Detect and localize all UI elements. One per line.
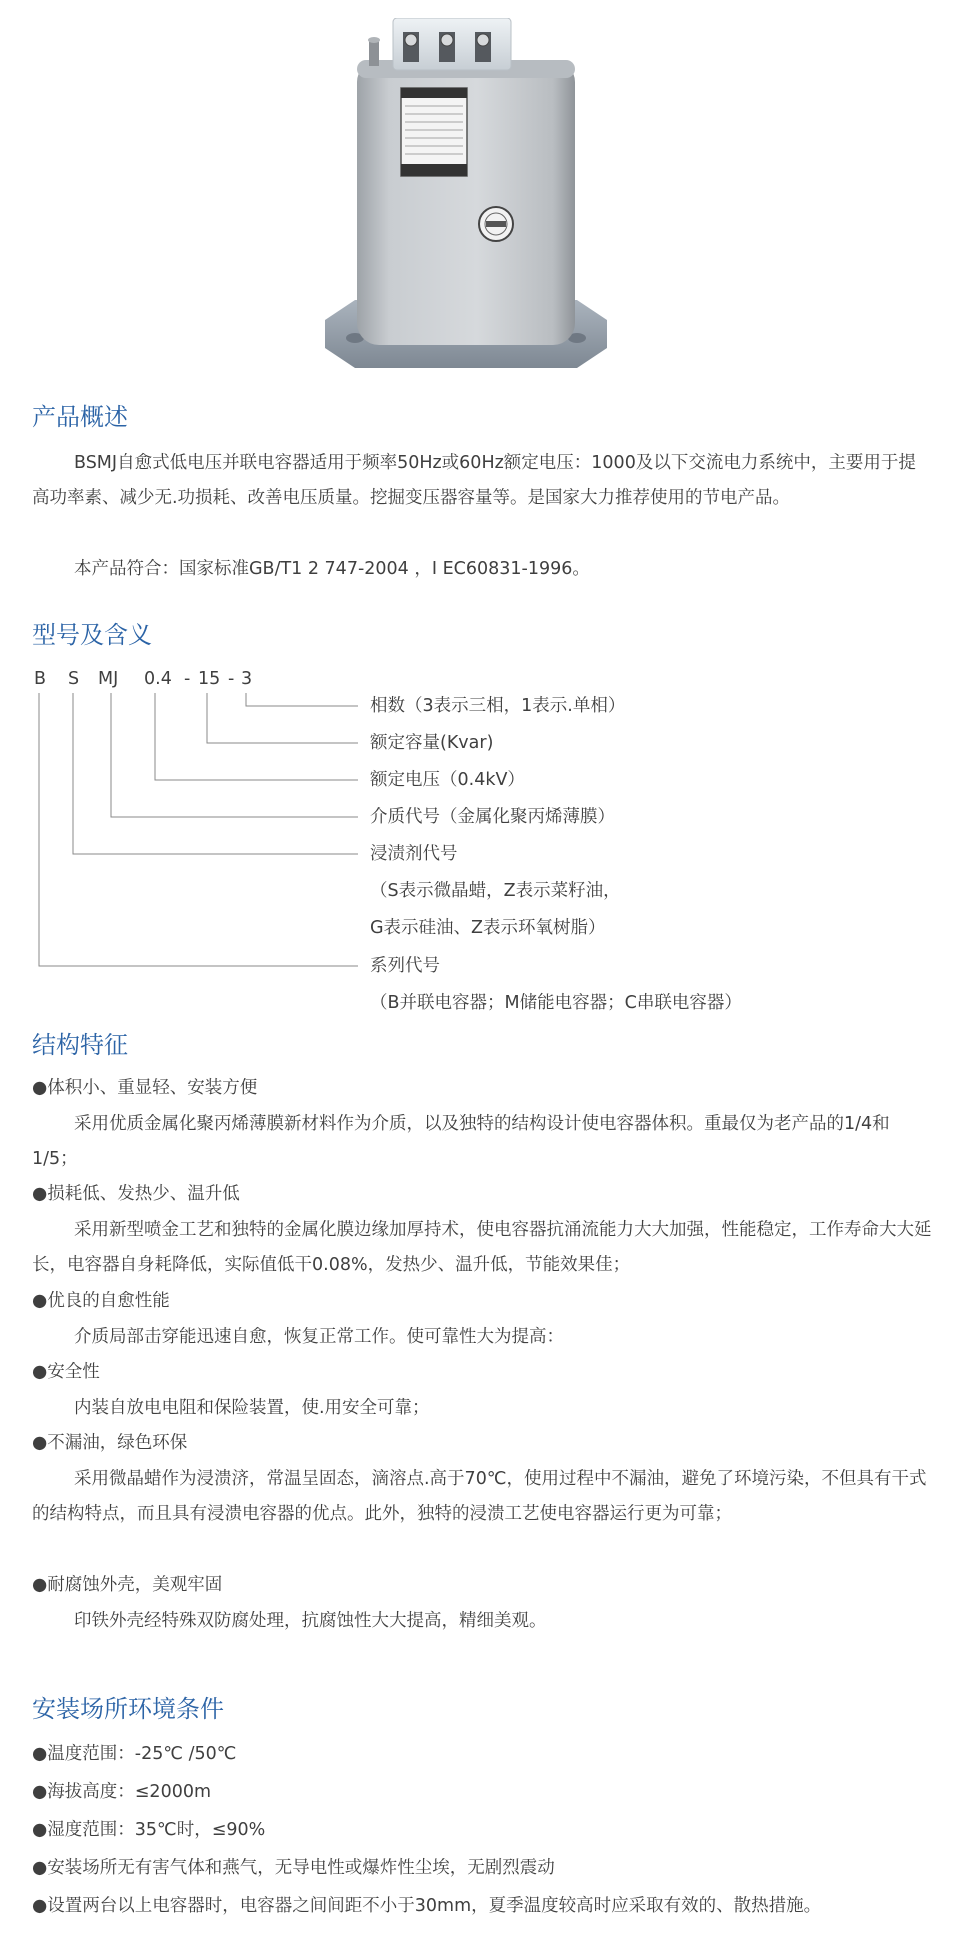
env-humidity: ●湿度范围：35℃时，≤90% [32, 1820, 266, 1840]
env-altitude: ●海拔高度：≤2000m [32, 1782, 212, 1802]
feature-4-heading: ●安全性 [32, 1362, 100, 1382]
feature-1-heading: ●体积小、重显轻、安装方便 [32, 1078, 258, 1098]
code-dash-2: - [228, 669, 235, 689]
code-phase: 3 [241, 669, 253, 689]
environment-title: 安装场所环境条件 [32, 1695, 224, 1723]
feature-3-heading: ●优良的自愈性能 [32, 1291, 170, 1311]
meaning-impregnant: 浸渍剂代号 [370, 844, 458, 864]
feature-6-heading: ●耐腐蚀外壳，美观牢固 [32, 1575, 223, 1595]
feature-3-text: 介质局部击穿能迅速自愈，恢复正常工作。使可靠性大为提高： [74, 1327, 564, 1347]
env-temperature: ●温度范围：-25℃ /50℃ [32, 1744, 237, 1764]
meaning-voltage: 额定电压（0.4kV） [370, 770, 525, 790]
feature-4-text: 内装自放电电阻和保险装置，使.用安全可靠； [74, 1398, 430, 1418]
capacitor-product-image [315, 18, 615, 388]
code-capacity: 15 [198, 669, 221, 689]
meaning-impregnant-detail-2: G表示硅油、Z表示环氧树脂） [370, 918, 606, 938]
overview-paragraph-1: BSMJ自愈式低电压并联电容器适用于频率50Hz或60Hz额定电压：1000及以下交流电力系统中，主要用于提高功率素、减少无.功损耗、改善电压质量。挖掘变压器容量等。是国家大力推荐使用的节电产品。 [32, 453, 916, 508]
feature-5-text: 采用微晶蜡作为浸溃济，常温呈固态，滴溶点.高于70℃，使用过程中不漏油，避免了环境污染，不但具有干式的结构特点，而且具有浸溃电容器的优点。此外，独特的浸溃工艺使电容器运行更为可靠； [32, 1469, 927, 1524]
env-no-hazard: ●安装场所无有害气体和燕气，无导电性或爆炸性尘埃，无剧烈震动 [32, 1858, 555, 1878]
code-dash-1: - [184, 669, 191, 689]
feature-2-heading: ●损耗低、发热少、温升低 [32, 1184, 240, 1204]
meaning-phase: 相数（3表示三相，1表示.单相） [370, 696, 626, 716]
feature-6-text: 印铁外壳经特殊双防腐处理，抗腐蚀性大大提高，精细美观。 [74, 1611, 547, 1631]
overview-title: 产品概述 [32, 403, 128, 431]
code-impregnant-letter: S [68, 669, 80, 689]
feature-5-heading: ●不漏油，绿色环保 [32, 1433, 188, 1453]
meaning-dielectric: 介质代号（金属化聚丙烯薄膜） [370, 807, 615, 827]
feature-1-text: 采用优质金属化聚丙烯薄膜新材料作为介质，以及独特的结构设计使电容器体积。重最仅为老产品的1/4和1/5； [32, 1114, 890, 1169]
meaning-capacity: 额定容量(Kvar) [370, 733, 494, 753]
code-series-letter: B [34, 669, 47, 689]
code-voltage: 0.4 [144, 669, 172, 689]
model-title: 型号及含义 [32, 621, 152, 649]
code-dielectric: MJ [98, 669, 119, 689]
overview-paragraph-2: 本产品符合：国家标准GB/T1 2 747-2004 ，I EC60831-1996。 [74, 559, 590, 579]
meaning-series: 系列代号 [370, 956, 440, 976]
meaning-series-detail: （B并联电容器；M储能电容器；C串联电容器） [370, 993, 742, 1013]
meaning-impregnant-detail-1: （S表示微晶蜡，Z表示菜籽油， [370, 881, 621, 901]
env-spacing: ●设置两台以上电容器时，电容器之间间距不小于30mm，夏季温度较高时应采取有效的、散热措施。 [32, 1896, 822, 1916]
feature-2-text: 采用新型喷金工艺和独特的金属化膜边缘加厚持术，使电容器抗涌流能力大大加强，性能稳定，工作寿命大大延长，电容器自身耗降低，实际值低干0.08%，发热少、温升低，节能效果佳； [32, 1220, 932, 1275]
structure-title: 结构特征 [32, 1031, 128, 1059]
